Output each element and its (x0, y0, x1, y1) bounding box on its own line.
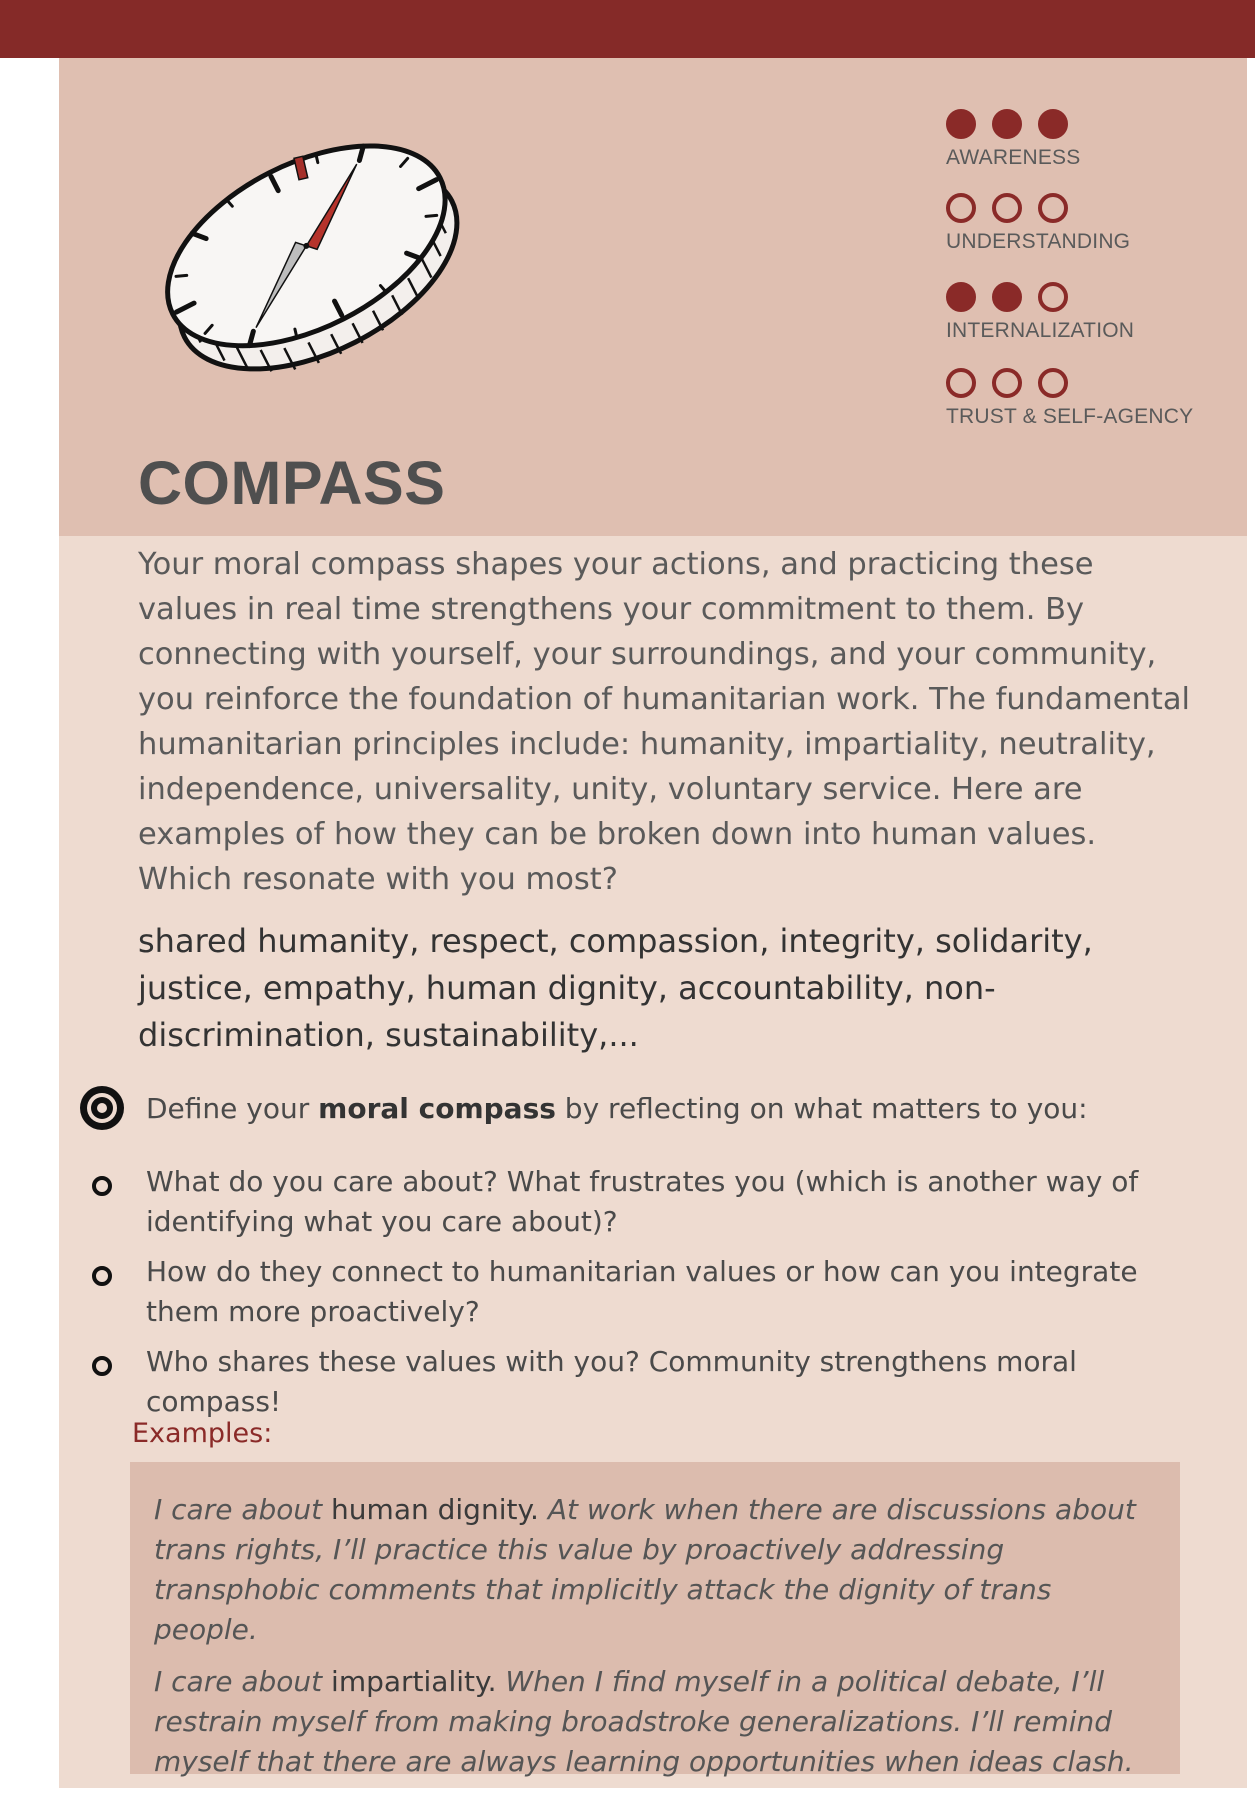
filled-circle-icon (946, 282, 976, 312)
rating-dots (946, 363, 1193, 403)
prompt-text (146, 1092, 1088, 1125)
level-internalization (946, 277, 1134, 343)
example-value: impartiality. (331, 1665, 497, 1698)
reflection-prompt (78, 1084, 1218, 1132)
filled-circle-icon (992, 109, 1022, 139)
question-text: Who shares these values with you? Community strengthens moral compass! (146, 1345, 1077, 1418)
level-label: UNDERSTANDING (946, 230, 1131, 253)
empty-circle-icon (1038, 282, 1068, 312)
examples-heading: Examples: (132, 1418, 273, 1449)
compass-icon (140, 125, 480, 395)
empty-circle-icon (946, 193, 976, 223)
prompt-before: Define your (146, 1091, 319, 1125)
empty-circle-icon (946, 368, 976, 398)
list-item (92, 1162, 1212, 1242)
bullet-circle-icon (92, 1176, 112, 1196)
question-text: What do you care about? What frustrates you (which is another way of identifying what you care about)? (146, 1165, 1139, 1238)
filled-circle-icon (992, 282, 1022, 312)
target-icon (78, 1084, 126, 1132)
example-post: At work when there are discussions about trans rights, I’ll practice this value by proactively addressing transphobic comments that implicitly attack the dignity of trans people. (154, 1493, 1136, 1646)
list-item (92, 1342, 1212, 1422)
level-trust-self-agency (946, 363, 1193, 429)
top-accent-bar (0, 0, 1255, 58)
level-understanding (946, 188, 1130, 254)
intro-paragraph: Your moral compass shapes your actions, and practicing these values in real time strengthens your commitment to them. By connecting with yourself, your surroundings, and your community, you reinforce the foundation of humanitarian work. The fundamental humanitarian principles include: humanity, impartiality, neutrality, independence, universality, unity, voluntary service. Here are examples of how they can be broken down into human values. Which resonate with you most? (138, 547, 1190, 897)
rating-dots (946, 188, 1130, 228)
example-value: human dignity. (331, 1493, 539, 1526)
level-label: INTERNALIZATION (946, 319, 1135, 342)
example-paragraph (154, 1662, 1156, 1782)
example-post: When I find myself in a political debate, I’ll restrain myself from making broadstroke generalizations. I’ll remind myself that there are always learning opportunities when ideas clash. (154, 1665, 1134, 1778)
filled-circle-icon (1038, 109, 1068, 139)
empty-circle-icon (1038, 193, 1068, 223)
bullet-circle-icon (92, 1266, 112, 1286)
level-awareness (946, 104, 1080, 170)
filled-circle-icon (946, 109, 976, 139)
page-title: COMPASS (138, 449, 446, 517)
question-text: How do they connect to humanitarian values or how can you integrate them more proactively? (146, 1255, 1138, 1328)
example-pre: I care about (154, 1493, 332, 1526)
empty-circle-icon (992, 368, 1022, 398)
values-list: shared humanity, respect, compassion, integrity, solidarity, justice, empathy, human dignity, accountability, non-discrimination, sustainability,... (138, 922, 1093, 1054)
example-pre: I care about (154, 1665, 332, 1698)
prompt-bold: moral compass (318, 1091, 556, 1125)
question-list (92, 1162, 1212, 1432)
level-label: TRUST & SELF-AGENCY (946, 405, 1194, 428)
rating-dots (946, 104, 1080, 144)
empty-circle-icon (992, 193, 1022, 223)
list-item (92, 1252, 1212, 1332)
empty-circle-icon (1038, 368, 1068, 398)
level-label: AWARENESS (946, 146, 1081, 169)
examples-box (130, 1462, 1180, 1778)
example-paragraph (154, 1490, 1156, 1650)
prompt-after: by reflecting on what matters to you: (555, 1091, 1088, 1125)
bullet-circle-icon (92, 1356, 112, 1376)
rating-dots (946, 277, 1134, 317)
